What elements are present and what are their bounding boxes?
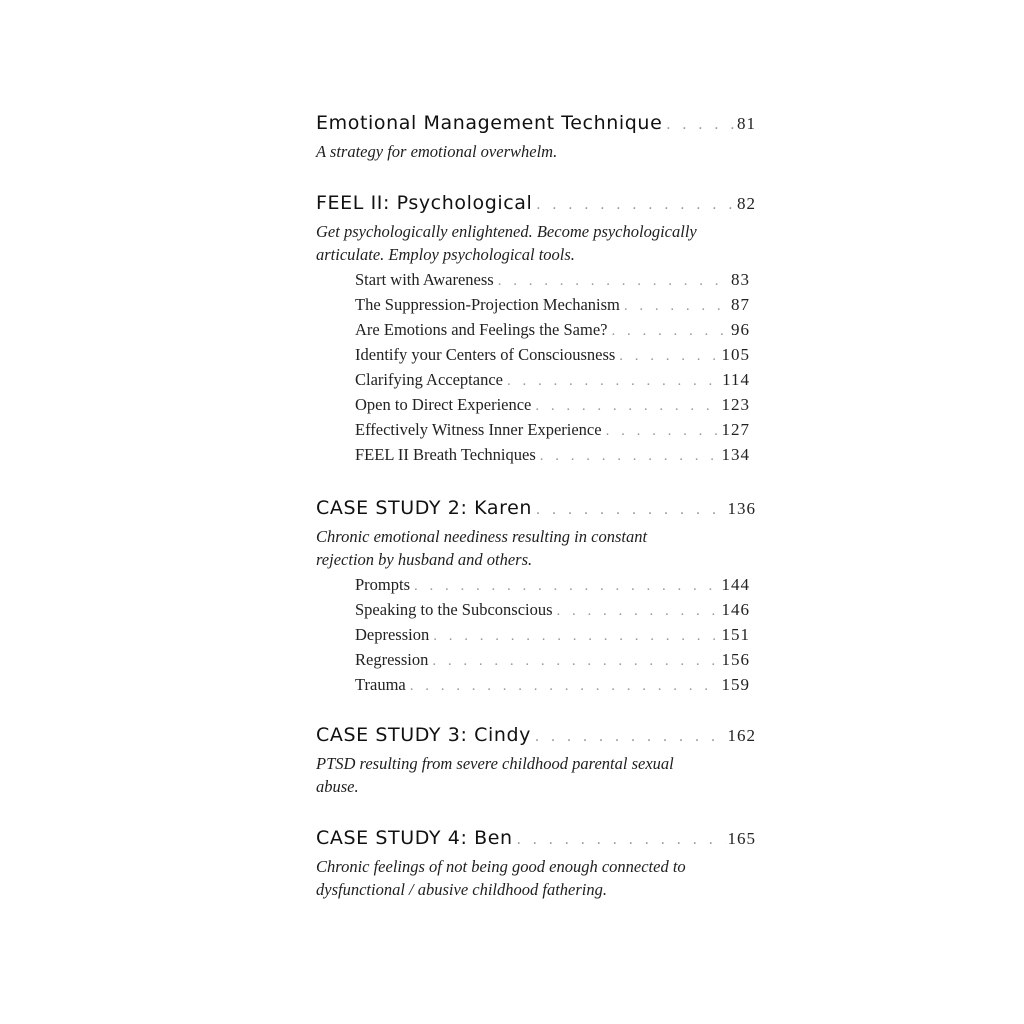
dot-leader (606, 423, 720, 440)
page-number: 162 (727, 726, 756, 745)
subsection-label: Effectively Witness Inner Experience (355, 420, 602, 439)
table-of-contents (316, 112, 756, 901)
subsection-label: Depression (355, 625, 430, 644)
section-description: Get psychologically enlightened. Become psychologically articulate. Employ psychological tools. (316, 222, 697, 264)
page-number: 82 (737, 194, 756, 213)
subsection-label: Start with Awareness (355, 270, 494, 289)
section-title: FEEL II: Psychological (316, 192, 533, 214)
toc-subentry[interactable] (355, 625, 750, 650)
dot-leader (410, 678, 720, 695)
page-number: 105 (721, 345, 750, 364)
subsection-label: Are Emotions and Feelings the Same? (355, 320, 608, 339)
dot-leader (624, 298, 729, 315)
section-description: Chronic emotional neediness resulting in constant rejection by husband and others. (316, 527, 648, 569)
subsection-label: The Suppression-Projection Mechanism (355, 295, 620, 314)
dot-leader (619, 348, 719, 365)
page-number: 136 (727, 499, 756, 518)
subsection-label: Clarifying Acceptance (355, 370, 503, 389)
page-number: 87 (731, 295, 750, 314)
toc-section-case-study-4 (316, 827, 756, 901)
dot-leader (535, 398, 719, 415)
toc-subentry[interactable] (355, 675, 750, 700)
page-number: 114 (722, 370, 750, 389)
dot-leader (507, 373, 720, 390)
subsection-label: Speaking to the Subconscious (355, 600, 553, 619)
toc-section-emotional-management (316, 112, 756, 163)
toc-section-feel-ii (316, 192, 756, 470)
toc-subentry[interactable] (355, 395, 750, 420)
page-number: 96 (731, 320, 750, 339)
subsection-label: Prompts (355, 575, 411, 594)
toc-section-case-study-3 (316, 724, 756, 798)
dot-leader (540, 448, 720, 465)
subsection-label: Open to Direct Experience (355, 395, 532, 414)
dot-leader (517, 831, 726, 849)
section-title: CASE STUDY 3: Cindy (316, 724, 532, 746)
dot-leader (536, 501, 725, 519)
subsection-list (355, 575, 750, 700)
dot-leader (612, 323, 730, 340)
toc-entry[interactable] (316, 112, 756, 140)
toc-subentry[interactable] (355, 270, 750, 295)
toc-subentry[interactable] (355, 370, 750, 395)
toc-subentry[interactable] (355, 295, 750, 320)
subsection-label: Regression (355, 650, 429, 669)
page-number: 134 (721, 445, 750, 464)
section-description: A strategy for emotional overwhelm. (316, 142, 558, 161)
page-number: 151 (721, 625, 750, 644)
page-number: 81 (737, 114, 756, 133)
section-description: PTSD resulting from severe childhood parental sexual abuse. (316, 754, 674, 796)
toc-subentry[interactable] (355, 345, 750, 370)
page-number: 127 (721, 420, 750, 439)
subsection-list (355, 270, 750, 470)
dot-leader (433, 628, 719, 645)
section-title: Emotional Management Technique (316, 112, 663, 134)
page-number: 165 (727, 829, 756, 848)
dot-leader (414, 578, 719, 595)
section-title: CASE STUDY 2: Karen (316, 497, 533, 519)
toc-subentry[interactable] (355, 575, 750, 600)
subsection-label: Trauma (355, 675, 406, 694)
page-number: 146 (721, 600, 750, 619)
dot-leader (432, 653, 719, 670)
page-number: 156 (721, 650, 750, 669)
section-title: CASE STUDY 4: Ben (316, 827, 513, 849)
toc-subentry[interactable] (355, 650, 750, 675)
dot-leader (536, 196, 735, 214)
toc-entry[interactable] (316, 497, 756, 525)
toc-subentry[interactable] (355, 600, 750, 625)
subsection-label: Identify your Centers of Consciousness (355, 345, 616, 364)
dot-leader (535, 728, 725, 746)
subsection-label: FEEL II Breath Techniques (355, 445, 536, 464)
toc-section-case-study-2 (316, 497, 756, 700)
page-number: 144 (721, 575, 750, 594)
toc-entry[interactable] (316, 192, 756, 220)
dot-leader (666, 116, 735, 134)
toc-entry[interactable] (316, 827, 756, 855)
page-number: 83 (731, 270, 750, 289)
toc-subentry[interactable] (355, 420, 750, 445)
page-number: 159 (721, 675, 750, 694)
page-number: 123 (721, 395, 750, 414)
toc-subentry[interactable] (355, 320, 750, 345)
dot-leader (498, 273, 729, 290)
toc-subentry[interactable] (355, 445, 750, 470)
dot-leader (557, 603, 720, 620)
toc-entry[interactable] (316, 724, 756, 752)
section-description: Chronic feelings of not being good enough connected to dysfunctional / abusive childhood fathering. (316, 857, 686, 899)
